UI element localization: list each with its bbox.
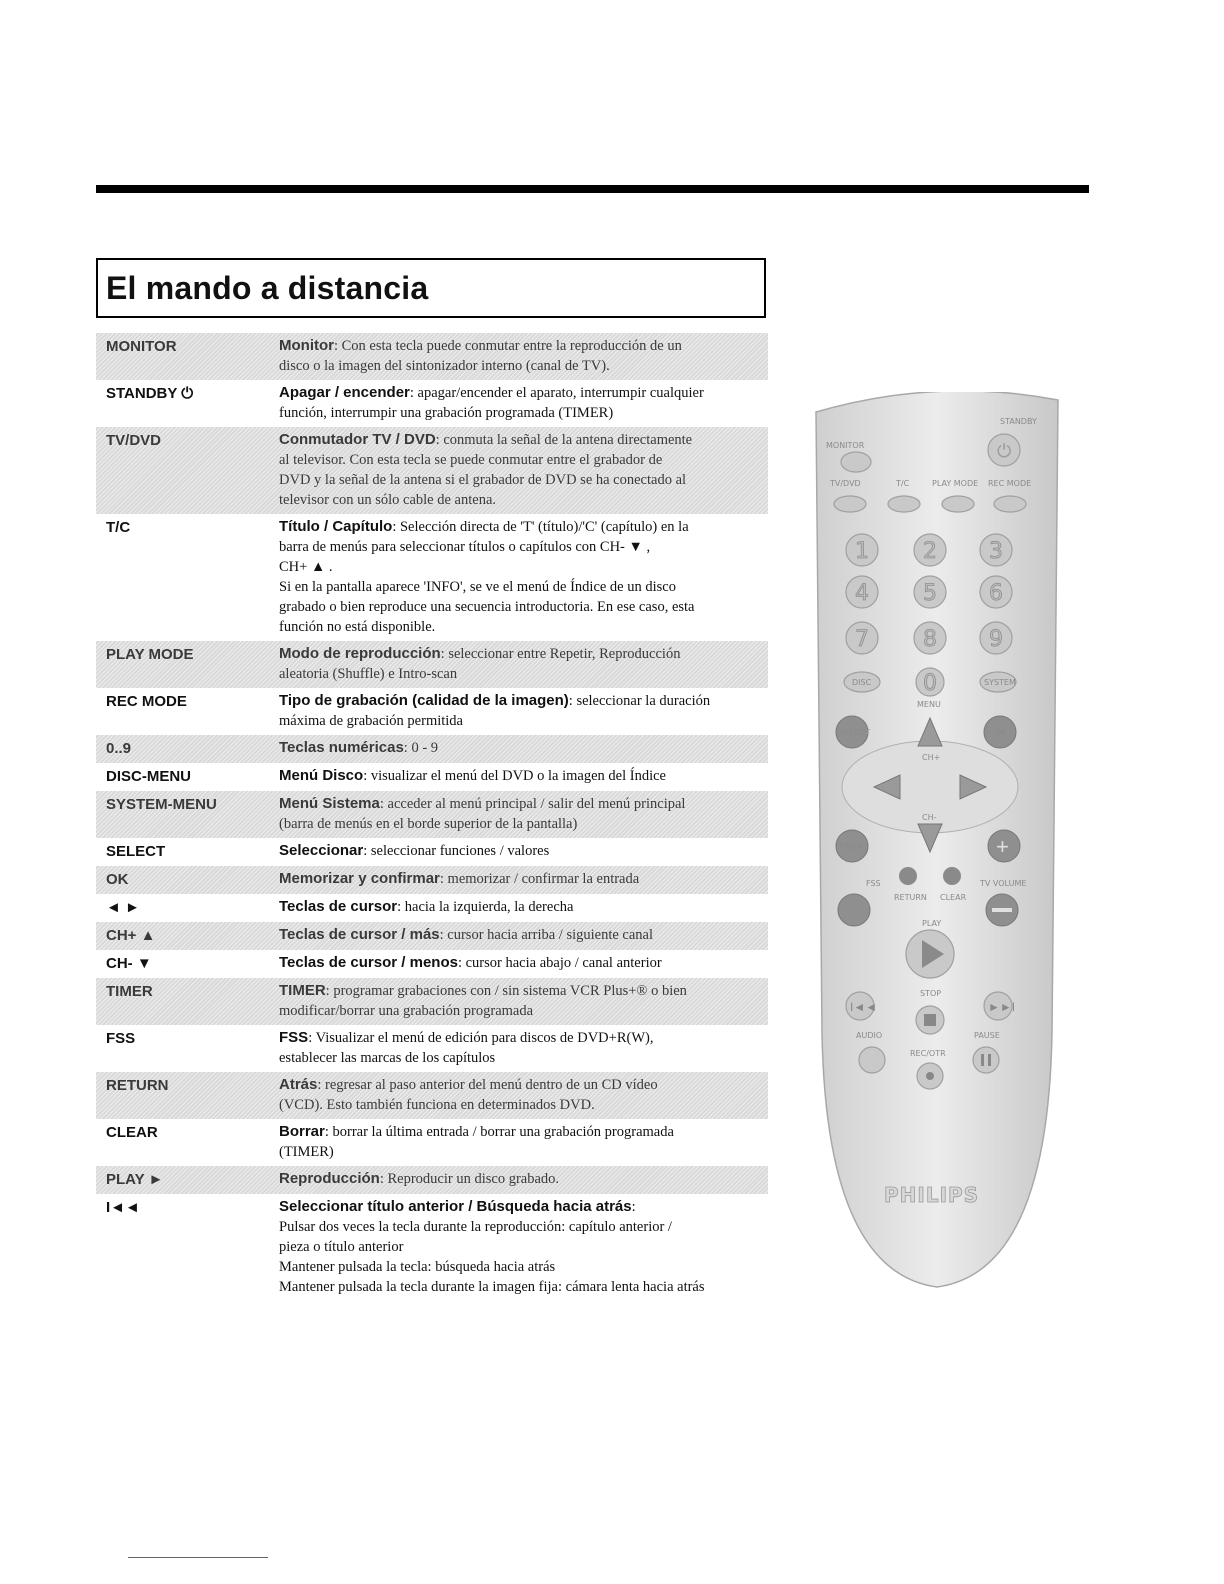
key-description-line: Pulsar dos veces la tecla durante la reproducción: capítulo anterior / xyxy=(279,1219,672,1235)
key-description: Memorizar y confirmar: memorizar / confirmar la entrada xyxy=(279,870,640,887)
pause-button xyxy=(973,1047,999,1073)
key-row xyxy=(96,978,768,1025)
key-description-line: al televisor. Con esta tecla se puede conmutar entre el grabador de xyxy=(279,452,663,468)
key-description: Tipo de grabación (calidad de la imagen): seleccionar la duración máxima de grabación permitida xyxy=(279,691,768,731)
playmode-button xyxy=(942,496,974,512)
clear-button xyxy=(943,867,961,885)
key-row xyxy=(96,838,768,866)
svg-text:CH+: CH+ xyxy=(922,753,941,762)
key-description: FSS: Visualizar el menú de edición para discos de DVD+R(W), establecer las marcas de los capítulos xyxy=(279,1028,768,1068)
key-row xyxy=(96,866,768,894)
key-row xyxy=(96,763,768,791)
key-name: TIMER xyxy=(106,983,153,1000)
remote-label-audio: AUDIO xyxy=(856,1031,883,1040)
stop-icon xyxy=(924,1014,936,1026)
recmode-button xyxy=(994,496,1026,512)
key-name: PLAY ► xyxy=(106,1171,164,1188)
key-name: ◄ ► xyxy=(106,899,140,916)
key-function-name: TIMER xyxy=(279,982,326,999)
key-description-line: Mantener pulsada la tecla durante la imagen fija: cámara lenta hacia atrás xyxy=(279,1279,705,1295)
key-name: T/C xyxy=(106,519,131,536)
svg-text:SELECT: SELECT xyxy=(840,728,871,737)
remote-label-return: RETURN xyxy=(894,893,927,902)
key-function-name: Menú Disco xyxy=(279,767,364,784)
key-description: TIMER: programar grabaciones con / sin sistema VCR Plus+® o bien modificar/borrar una grabación programada xyxy=(279,981,768,1021)
svg-text:SYSTEM: SYSTEM xyxy=(984,678,1016,687)
key-description-line: cursor hacia arriba / siguiente canal xyxy=(447,927,654,943)
key-row xyxy=(96,380,768,427)
key-description-line: modificar/borrar una grabación programada xyxy=(279,1003,534,1019)
key-description: Atrás: regresar al paso anterior del menú dentro de un CD vídeo (VCD). Esto también funciona en determinados DVD. xyxy=(279,1075,768,1115)
record-icon xyxy=(926,1072,934,1080)
key-description-line: DVD y la señal de la antena si el grabador de DVD se ha conectado al xyxy=(279,472,687,488)
key-description: Teclas numéricas: 0 - 9 xyxy=(279,739,439,756)
remote-label-clear: CLEAR xyxy=(940,893,967,902)
key-function-name: Teclas de cursor xyxy=(279,898,398,915)
key-description-line: regresar al paso anterior del menú dentro de un CD vídeo xyxy=(325,1077,658,1093)
key-function-name: Seleccionar título anterior / Búsqueda hacia atrás xyxy=(279,1198,632,1215)
key-description-line: barra de menús para seleccionar títulos o capítulos con CH- ▼ , xyxy=(279,539,651,555)
svg-text:TIMER: TIMER xyxy=(838,842,863,851)
key-description-line: máxima de grabación permitida xyxy=(279,713,463,729)
key-description: Seleccionar: seleccionar funciones / valores xyxy=(279,842,550,859)
key-description-line: memorizar / confirmar la entrada xyxy=(447,871,640,887)
key-description-line: visualizar el menú del DVD o la imagen del Índice xyxy=(370,768,666,784)
remote-label-tc: T/C xyxy=(896,479,910,488)
svg-text:CH-: CH- xyxy=(922,813,937,822)
remote-label-playmode: PLAY MODE xyxy=(932,479,979,488)
remote-label-play: PLAY xyxy=(922,919,942,928)
tvdvd-button xyxy=(834,496,866,512)
key-function-name: Memorizar y confirmar xyxy=(279,870,440,887)
key-row xyxy=(96,333,768,380)
key-description-line: Mantener pulsada la tecla: búsqueda hacia atrás xyxy=(279,1259,556,1275)
key-name: RETURN xyxy=(106,1077,169,1094)
brand-logo: PHILIPS xyxy=(884,1183,980,1207)
minus-icon xyxy=(992,908,1012,912)
footnote-rule xyxy=(128,1557,268,1558)
key-description: Teclas de cursor: hacia la izquierda, la derecha xyxy=(279,898,574,915)
svg-text:5: 5 xyxy=(923,581,937,606)
key-function-name: Modo de reproducción xyxy=(279,645,441,662)
key-description-line: pieza o título anterior xyxy=(279,1239,404,1255)
svg-text:9: 9 xyxy=(989,627,1003,652)
remote-label-recotr: REC/OTR xyxy=(910,1049,946,1058)
key-row xyxy=(96,688,768,735)
key-description-line: cursor hacia abajo / canal anterior xyxy=(465,955,662,971)
key-function-name: Teclas de cursor / más xyxy=(279,926,440,943)
key-description-line: Visualizar el menú de edición para discos de DVD+R(W), xyxy=(315,1030,654,1046)
remote-label-monitor: MONITOR xyxy=(826,441,865,450)
remote-label-menu: MENU xyxy=(917,700,941,709)
remote-label-stop: STOP xyxy=(920,989,942,998)
key-table xyxy=(96,333,768,1301)
key-description: Monitor: Con esta tecla puede conmutar entre la reproducción de un disco o la imagen del sintonizador interno (canal de TV). xyxy=(279,336,768,376)
page-title: El mando a distancia xyxy=(106,270,429,306)
key-description-line: Si en la pantalla aparece 'INFO', se ve el menú de Índice de un disco xyxy=(279,579,676,595)
key-name: FSS xyxy=(106,1030,136,1047)
key-description-line: función no está disponible. xyxy=(279,619,436,635)
key-description-line: disco o la imagen del sintonizador interno (canal de TV). xyxy=(279,358,610,374)
key-function-name: Menú Sistema xyxy=(279,795,380,812)
next-icon: ►►I xyxy=(988,1000,1016,1014)
svg-text:3: 3 xyxy=(989,539,1003,564)
key-description-line: Selección directa de 'T' (título)/'C' (capítulo) en la xyxy=(399,519,689,535)
key-description: Teclas de cursor / más: cursor hacia arriba / siguiente canal xyxy=(279,926,654,943)
key-name: REC MODE xyxy=(106,693,187,710)
key-description: Reproducción: Reproducir un disco grabado. xyxy=(279,1170,560,1187)
remote-control-illustration xyxy=(812,392,1062,1292)
key-name: CLEAR xyxy=(106,1124,158,1141)
key-row xyxy=(96,894,768,922)
key-description-line: seleccionar la duración xyxy=(576,693,711,709)
key-description-line: función, interrumpir una grabación programada (TIMER) xyxy=(279,405,614,421)
monitor-button xyxy=(841,452,871,472)
key-description-line: establecer las marcas de los capítulos xyxy=(279,1050,496,1066)
key-description: Título / Capítulo: Selección directa de 'T' (título)/'C' (capítulo) en la barra de menús para seleccionar títulos o capítulos con CH- ▼ , CH+ ▲ . Si en la pantalla aparece 'INFO', se ve el menú de Índice de un disco grabado o bien reproduce una secuencia introductoria. En ese caso, esta función no está disponible. xyxy=(279,517,768,637)
key-description: Teclas de cursor / menos: cursor hacia abajo / canal anterior xyxy=(279,954,662,971)
key-description-line: aleatoria (Shuffle) e Intro-scan xyxy=(279,666,458,682)
key-function-name: Título / Capítulo xyxy=(279,518,393,535)
key-description-line: Con esta tecla puede conmutar entre la reproducción de un xyxy=(341,338,682,354)
key-row xyxy=(96,1072,768,1119)
key-function-name: Tipo de grabación (calidad de la imagen) xyxy=(279,692,569,709)
key-description: Borrar: borrar la última entrada / borrar una grabación programada (TIMER) xyxy=(279,1122,768,1162)
svg-text:4: 4 xyxy=(855,581,869,606)
tc-button xyxy=(888,496,920,512)
key-description-line: Reproducir un disco grabado. xyxy=(387,1171,560,1187)
key-function-name: Monitor xyxy=(279,337,334,354)
audio-button xyxy=(859,1047,885,1073)
remote-label-standby: STANDBY xyxy=(1000,417,1037,426)
key-function-name: Atrás xyxy=(279,1076,318,1093)
key-description-line: (TIMER) xyxy=(279,1144,334,1160)
key-name: MONITOR xyxy=(106,338,177,355)
key-name: CH- ▼ xyxy=(106,955,152,972)
key-description: Menú Sistema: acceder al menú principal / salir del menú principal (barra de menús en el borde superior de la pantalla) xyxy=(279,794,768,834)
key-name: TV/DVD xyxy=(106,432,162,449)
key-name: SYSTEM-MENU xyxy=(106,796,217,813)
key-description-line: 0 - 9 xyxy=(411,740,439,756)
key-row xyxy=(96,514,768,641)
key-function-name: Seleccionar xyxy=(279,842,364,859)
svg-text:6: 6 xyxy=(989,581,1003,606)
key-row xyxy=(96,1119,768,1166)
svg-text:8: 8 xyxy=(923,627,937,652)
key-function-name: Teclas de cursor / menos xyxy=(279,954,458,971)
svg-text:1: 1 xyxy=(855,539,869,564)
remote-label-pause: PAUSE xyxy=(974,1031,1000,1040)
key-description-line: (barra de menús en el borde superior de la pantalla) xyxy=(279,816,578,832)
key-description-line: seleccionar funciones / valores xyxy=(370,843,550,859)
key-description: Seleccionar título anterior / Búsqueda hacia atrás: Pulsar dos veces la tecla durante la reproducción: capítulo anterior / pieza o título anterior Mantener pulsada la tecla: búsqueda hacia atrás Mantener pulsada la tecla durante la imagen fija: cámara lenta hacia atrás xyxy=(279,1197,768,1297)
key-name: OK xyxy=(106,871,129,888)
key-name: STANDBY ⏻ xyxy=(106,385,194,402)
svg-text:2: 2 xyxy=(923,539,937,564)
plus-icon: + xyxy=(996,834,1009,859)
key-name: 0..9 xyxy=(106,740,132,757)
fss-button xyxy=(838,894,870,926)
key-row xyxy=(96,1025,768,1072)
key-row xyxy=(96,791,768,838)
key-row xyxy=(96,1194,768,1301)
key-row xyxy=(96,1166,768,1194)
key-description: Apagar / encender: apagar/encender el aparato, interrumpir cualquier función, interrumpir una grabación programada (TIMER) xyxy=(279,383,768,423)
key-description-line: CH+ ▲ . xyxy=(279,559,333,575)
key-description: Modo de reproducción: seleccionar entre Repetir, Reproducción aleatoria (Shuffle) e Intro-scan xyxy=(279,644,768,684)
key-description-line: hacia la izquierda, la derecha xyxy=(404,899,574,915)
key-row xyxy=(96,641,768,688)
key-description-line: grabado o bien reproduce una secuencia introductoria. En ese caso, esta xyxy=(279,599,695,615)
key-function-name: FSS xyxy=(279,1029,309,1046)
key-function-name: Conmutador TV / DVD xyxy=(279,431,436,448)
remote-label-tv-volume: TV VOLUME xyxy=(980,879,1027,888)
svg-text:OK: OK xyxy=(994,728,1006,737)
remote-label-recmode: REC MODE xyxy=(988,479,1032,488)
power-icon: ⏻ xyxy=(997,441,1012,461)
key-description-line: acceder al menú principal / salir del menú principal xyxy=(387,796,686,812)
key-description-line: televisor con un sólo cable de antena. xyxy=(279,492,497,508)
key-row xyxy=(96,427,768,514)
title-box xyxy=(96,258,766,318)
svg-text:7: 7 xyxy=(855,627,869,652)
key-function-name: Borrar xyxy=(279,1123,325,1140)
svg-text:0: 0 xyxy=(923,671,937,696)
key-name: PLAY MODE xyxy=(106,646,194,663)
key-function-name: Apagar / encender xyxy=(279,384,410,401)
key-description-line: conmuta la señal de la antena directamente xyxy=(443,432,693,448)
key-description-line: programar grabaciones con / sin sistema VCR Plus+® o bien xyxy=(333,983,687,999)
svg-text:DISC: DISC xyxy=(852,678,872,687)
key-description-line: borrar la última entrada / borrar una grabación programada xyxy=(332,1124,674,1140)
key-row xyxy=(96,735,768,763)
top-rule xyxy=(96,185,1089,193)
key-description: Menú Disco: visualizar el menú del DVD o la imagen del Índice xyxy=(279,767,666,784)
previous-icon: I◄◄ xyxy=(850,1000,878,1014)
key-description: Conmutador TV / DVD: conmuta la señal de la antena directamente al televisor. Con esta tecla se puede conmutar entre el grabador de DVD y la señal de la antena si el grabador de DVD se ha conectado al televisor con un sólo cable de antena. xyxy=(279,430,768,510)
return-button xyxy=(899,867,917,885)
key-function-name: Reproducción xyxy=(279,1170,380,1187)
remote-label-fss: FSS xyxy=(866,879,881,888)
key-row xyxy=(96,950,768,978)
key-function-name: Teclas numéricas xyxy=(279,739,404,756)
key-name: DISC-MENU xyxy=(106,768,191,785)
key-description-line: (VCD). Esto también funciona en determinados DVD. xyxy=(279,1097,595,1113)
key-description-line: apagar/encender el aparato, interrumpir cualquier xyxy=(417,385,704,401)
key-description-line: seleccionar entre Repetir, Reproducción xyxy=(448,646,681,662)
key-name: CH+ ▲ xyxy=(106,927,156,944)
key-row xyxy=(96,922,768,950)
key-name: SELECT xyxy=(106,843,166,860)
key-name: I◄◄ xyxy=(106,1199,140,1216)
remote-label-tvdvd: TV/DVD xyxy=(830,479,861,488)
